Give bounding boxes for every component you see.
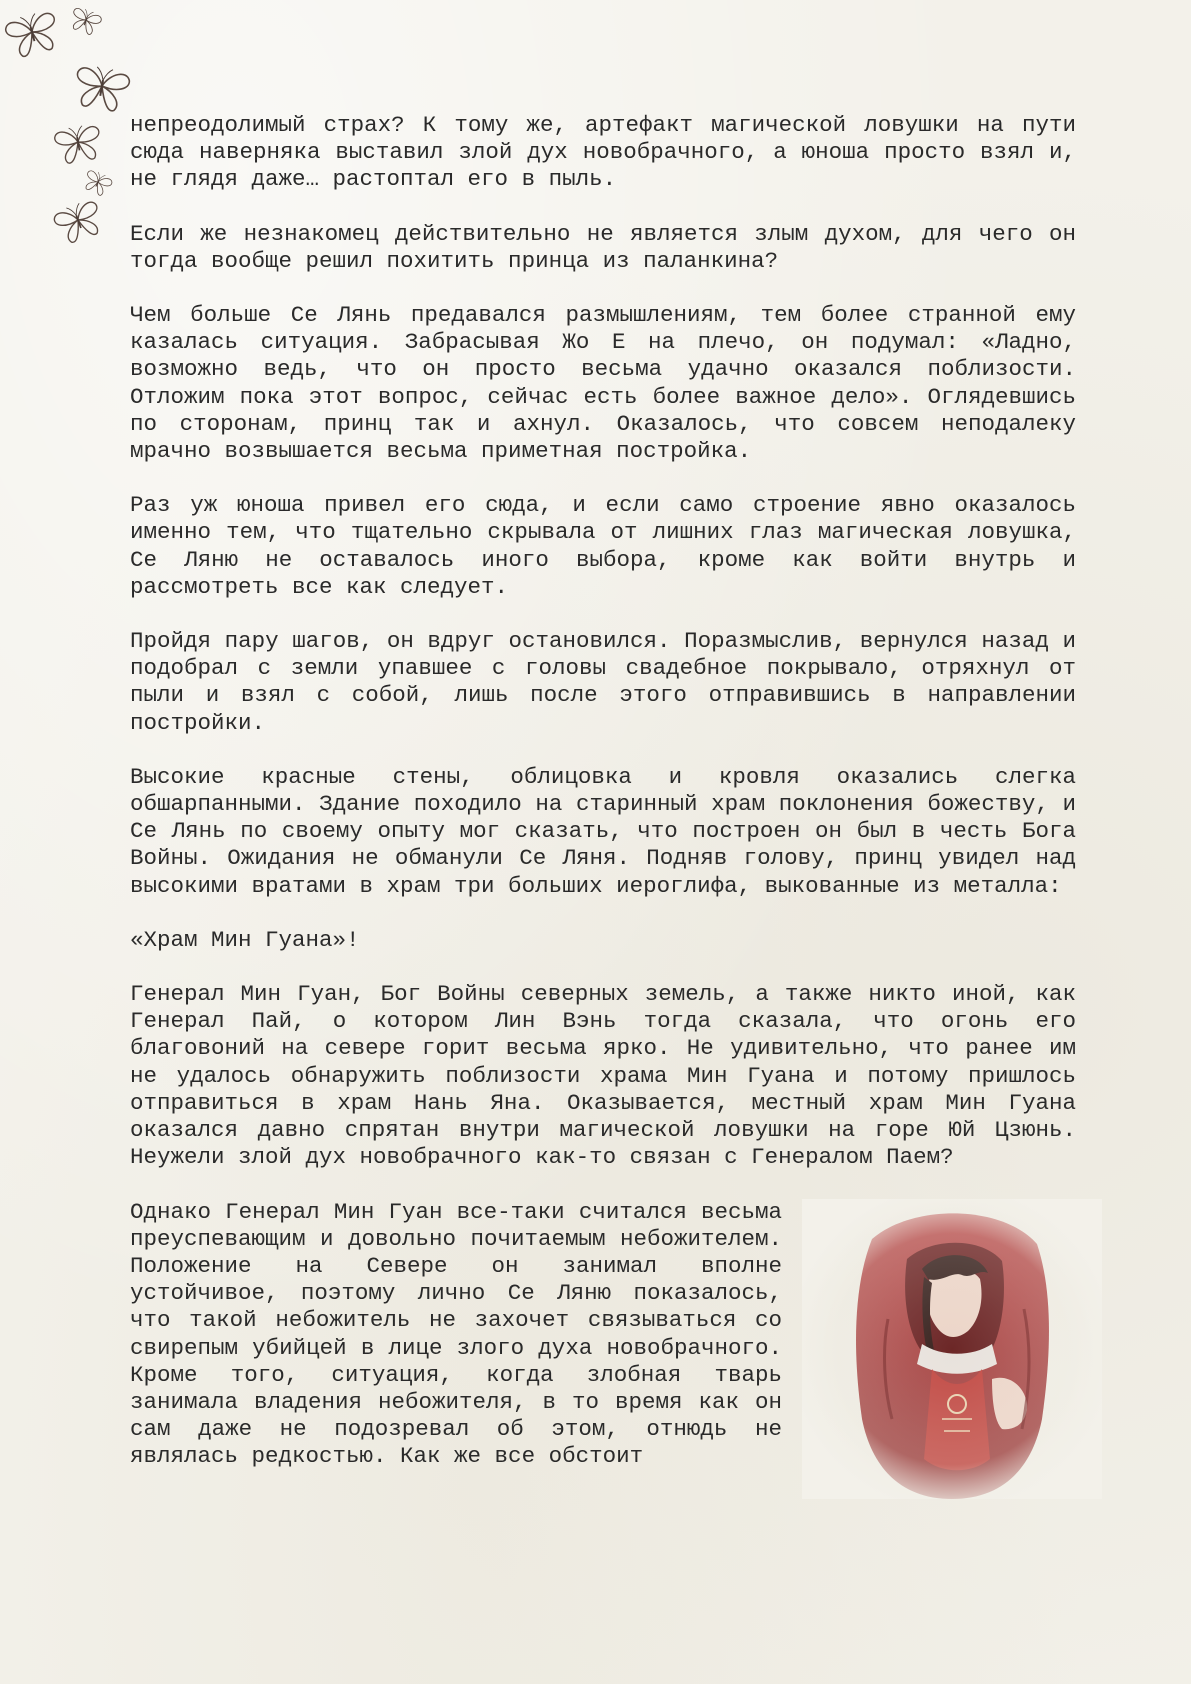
butterfly-icon-cluster xyxy=(0,0,150,250)
paragraph: Пройдя пару шагов, он вдруг остановился. Поразмыслив, вернулся назад и подобрал с земли упавшее с головы свадебное покрывало, отряхнул от пыли и взял с собой, лишь после этого отправившись в направлении постройки. xyxy=(130,628,1076,736)
paragraph: Раз уж юноша привел его сюда, и если само строение явно оказалось именно тем, что тщательно скрывала от лишних глаз магическая ловушка, Се Ляню не оставалось иного выбора, кроме как войти внутрь и рассмотреть все как следует. xyxy=(130,492,1076,600)
butterfly-icon xyxy=(68,6,103,37)
final-section xyxy=(130,1199,1076,1471)
paragraph: Чем больше Се Лянь предавался размышлениям, тем более странной ему казалась ситуация. Забрасывая Жо Е на плечо, он подумал: «Ладно, возможно ведь, что он просто весьма удачно оказался поблизости. Отложим пока этот вопрос, сейчас есть более важное дело». Оглядевшись по сторонам, принц так и ахнул. Оказалось, что совсем неподалеку мрачно возвышается весьма приметная постройка. xyxy=(130,302,1076,465)
butterfly-icon xyxy=(81,168,113,198)
paragraph: Если же незнакомец действительно не является злым духом, для чего он тогда вообще решил похитить принца из паланкина? xyxy=(130,220,1076,274)
butterfly-icon xyxy=(72,64,131,113)
butterfly-icon xyxy=(53,123,103,165)
paragraph: Высокие красные стены, облицовка и кровля оказались слегка обшарпанными. Здание походило на старинный храм поклонения божеству, и Се Лянь по своему опыту мог сказать, что построен он был в честь Бога Войны. Ожидания не обманули Се Ляня. Подняв голову, принц увидел над высокими вратами в храм три больших иероглифа, выкованные из металла: xyxy=(130,763,1076,899)
butterfly-icon xyxy=(4,9,62,59)
paragraph: Однако Генерал Мин Гуан все-таки считался весьма преуспевающим и довольно почитаемым небожителем. Положение на Севере он занимал вполне устойчивое, поэтому лично Се Ляню показалось, что такой небожитель не захочет связываться со свирепым убийцей в лице злого духа новобрачного. Кроме того, ситуация, когда злобная тварь занимала владения небожителя, в то время как он сам даже не подозревал об этом, отнюдь не являлась редкостью. Как же все обстоит xyxy=(130,1198,782,1470)
paragraph: Генерал Мин Гуан, Бог Войны северных земель, а также никто иной, как Генерал Пай, о котором Лин Вэнь тогда сказала, что огонь его благовоний на севере горит весьма ярко. Не удивительно, что ранее им не удалось обнаружить поблизости храма Мин Гуана и потому пришлось отправиться в храм Нань Яна. Оказывается, местный храм Мин Гуана оказался давно спрятан внутри магической ловушки на горе Юй Цзюнь. Неужели злой дух новобрачного как-то связан с Генералом Паем? xyxy=(130,981,1076,1171)
butterfly-icon xyxy=(52,198,106,246)
paragraph: непреодолимый страх? К тому же, артефакт магической ловушки на пути сюда наверняка выставил злой дух новобрачного, а юноша просто взял и, не глядя даже… растоптал его в пыль. xyxy=(130,112,1076,193)
paragraph: «Храм Мин Гуана»! xyxy=(130,926,360,953)
illustration-image xyxy=(802,1199,1102,1499)
document-body xyxy=(130,112,1076,1499)
